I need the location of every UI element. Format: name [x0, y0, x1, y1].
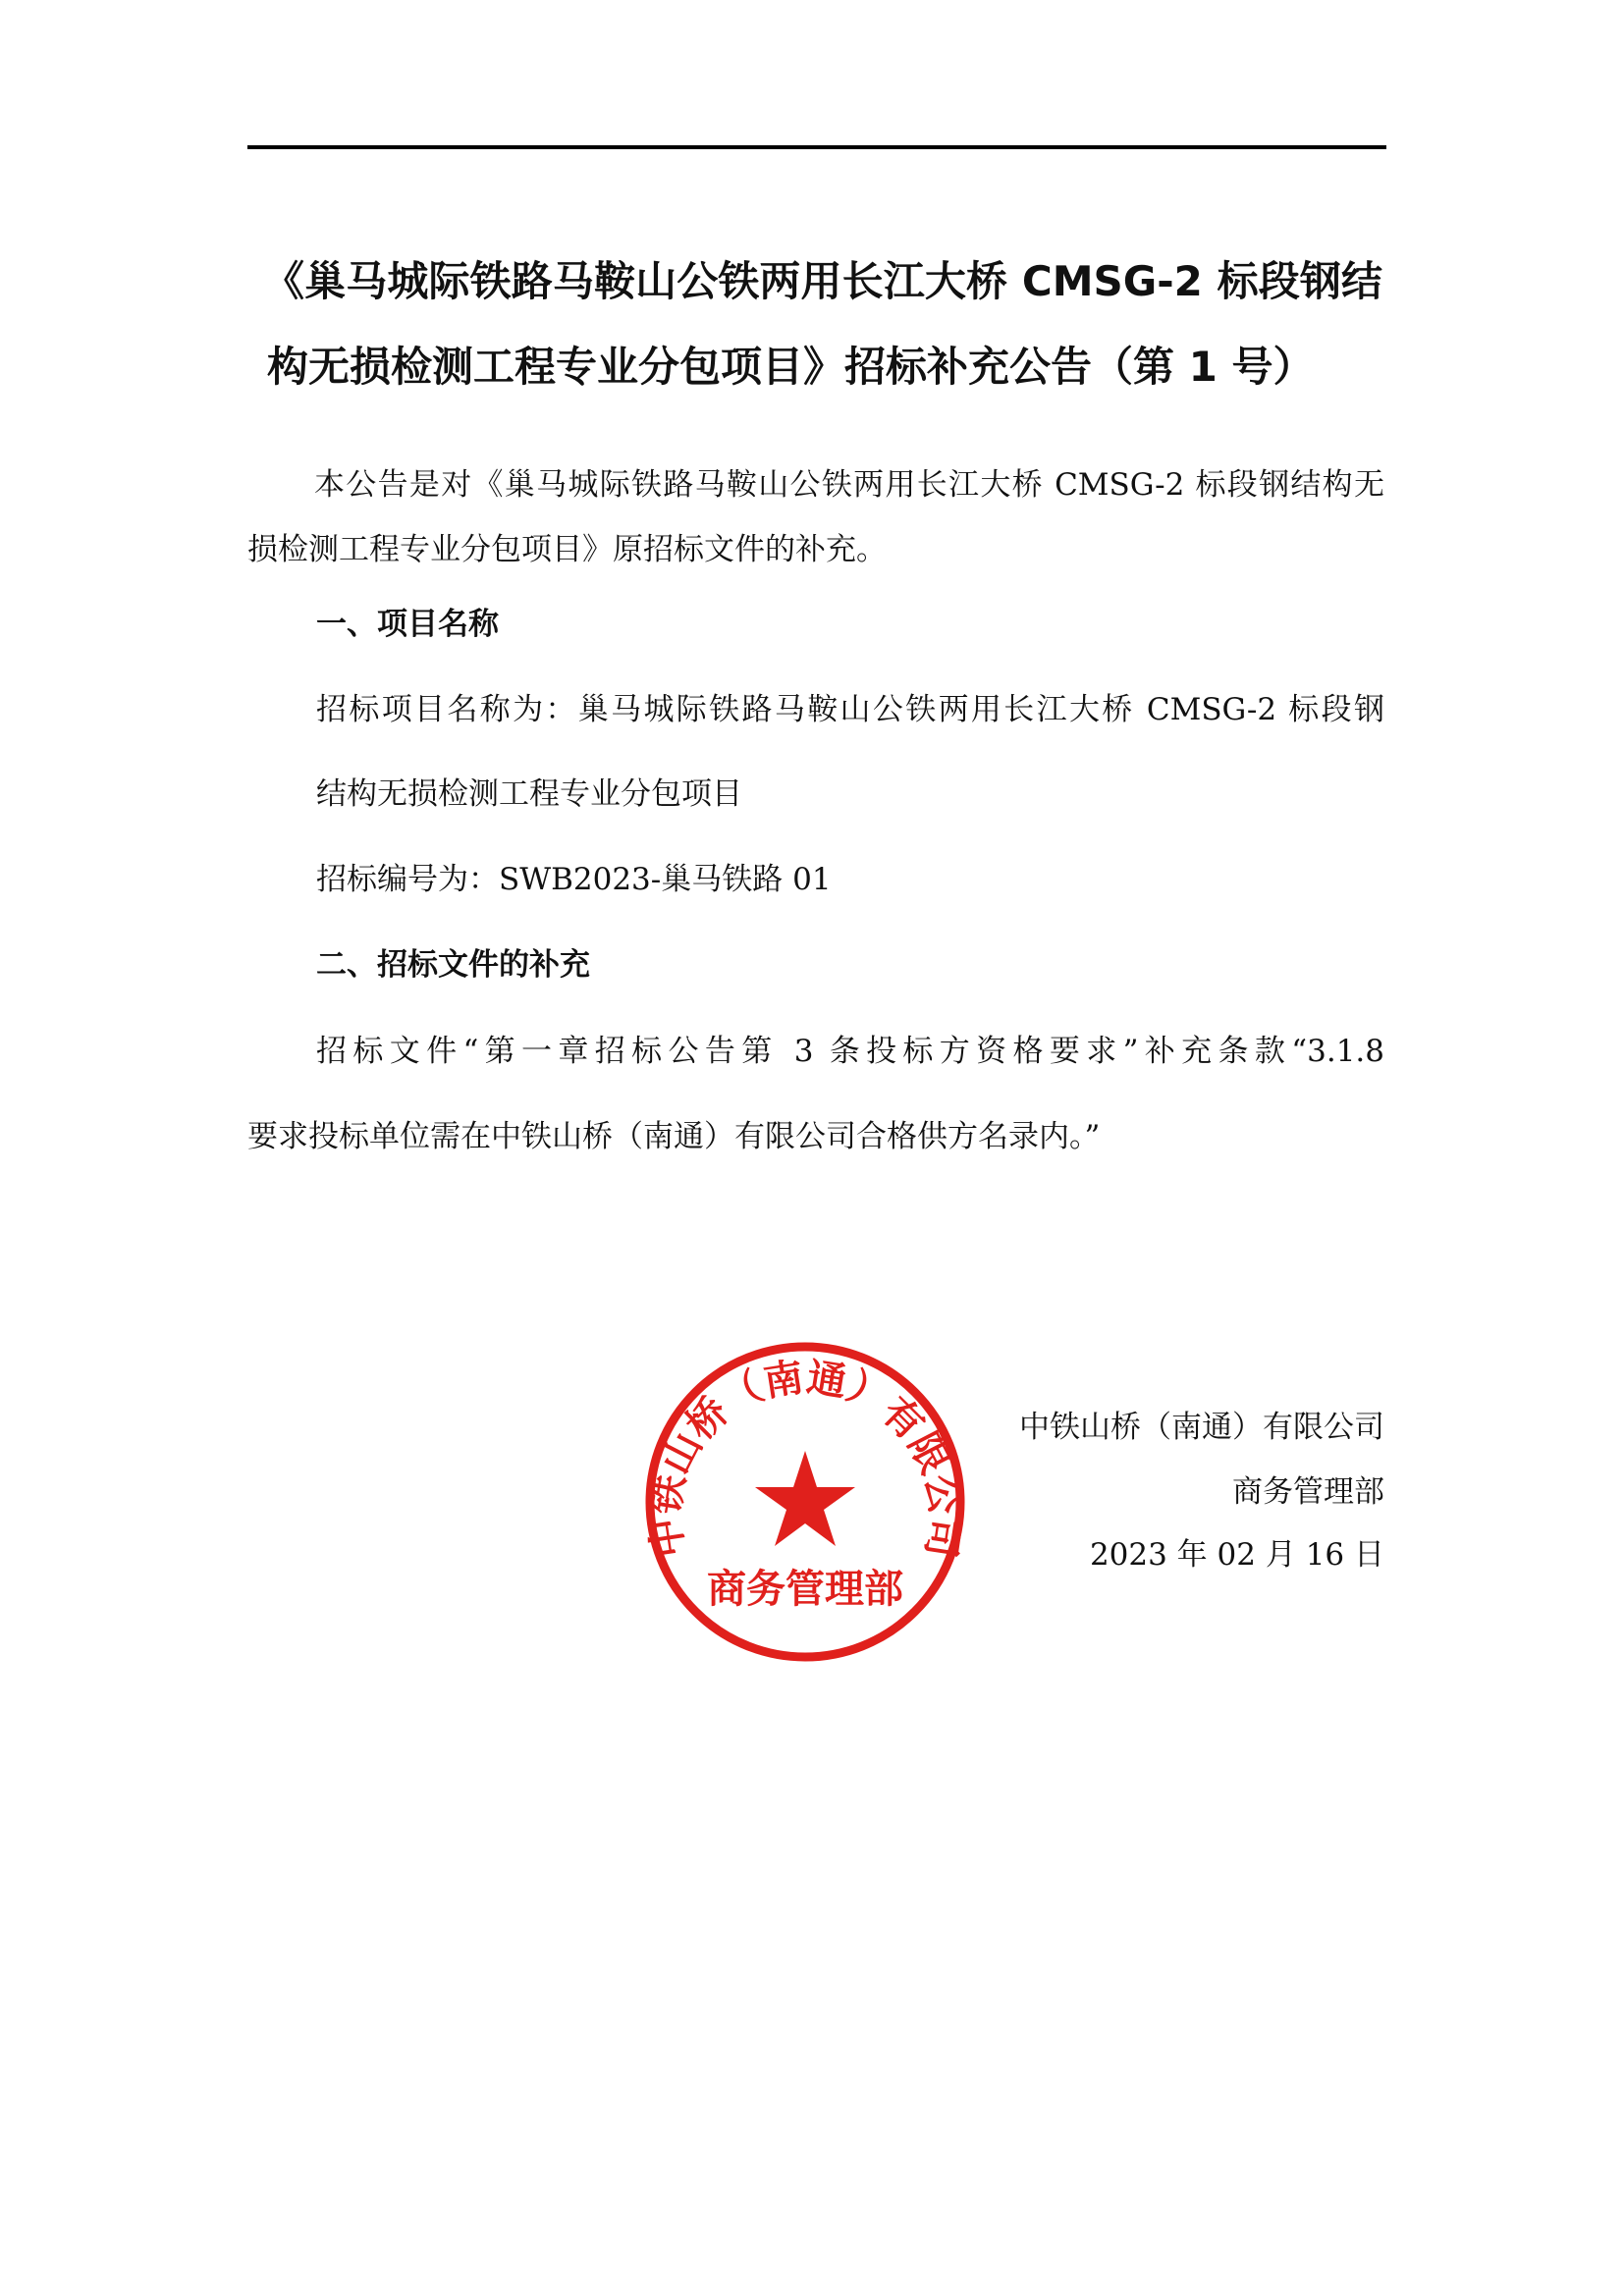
project-code: 招标编号为：SWB2023-巢马铁路 01: [316, 862, 832, 897]
seal-star-icon: [755, 1451, 855, 1546]
signature-company: 中铁山桥（南通）有限公司: [1019, 1410, 1384, 1445]
signature-department: 商务管理部: [1232, 1474, 1384, 1510]
supplement-line-1: 招标文件“第一章招标公告第 3 条投标方资格要求”补充条款“3.1.8: [316, 1034, 1384, 1069]
project-name-line-2: 结构无损检测工程专业分包项目: [316, 776, 742, 812]
supplement-line-2: 要求投标单位需在中铁山桥（南通）有限公司合格供方名录内。”: [247, 1119, 1101, 1154]
section-1-heading: 一、项目名称: [316, 607, 499, 642]
project-name-line-1: 招标项目名称为：巢马城际铁路马鞍山公铁两用长江大桥 CMSG-2 标段钢: [316, 692, 1384, 727]
intro-line-2: 损检测工程专业分包项目》原招标文件的补充。: [247, 532, 887, 567]
company-seal: [638, 1335, 972, 1669]
seal-ring-text: 中铁山桥（南通）有限公司: [642, 1355, 968, 1561]
title-line-1: 《巢马城际铁路马鞍山公铁两用长江大桥 CMSG-2 标段钢结: [263, 257, 1382, 305]
section-2-heading: 二、招标文件的补充: [316, 947, 590, 983]
signature-date: 2023 年 02 月 16 日: [1089, 1537, 1384, 1573]
seal-bottom-text: 商务管理部: [707, 1567, 903, 1612]
header-rule: [247, 145, 1386, 149]
intro-line-1: 本公告是对《巢马城际铁路马鞍山公铁两用长江大桥 CMSG-2 标段钢结构无: [314, 467, 1384, 503]
title-line-2: 构无损检测工程专业分包项目》招标补充公告（第 1 号）: [267, 343, 1315, 391]
